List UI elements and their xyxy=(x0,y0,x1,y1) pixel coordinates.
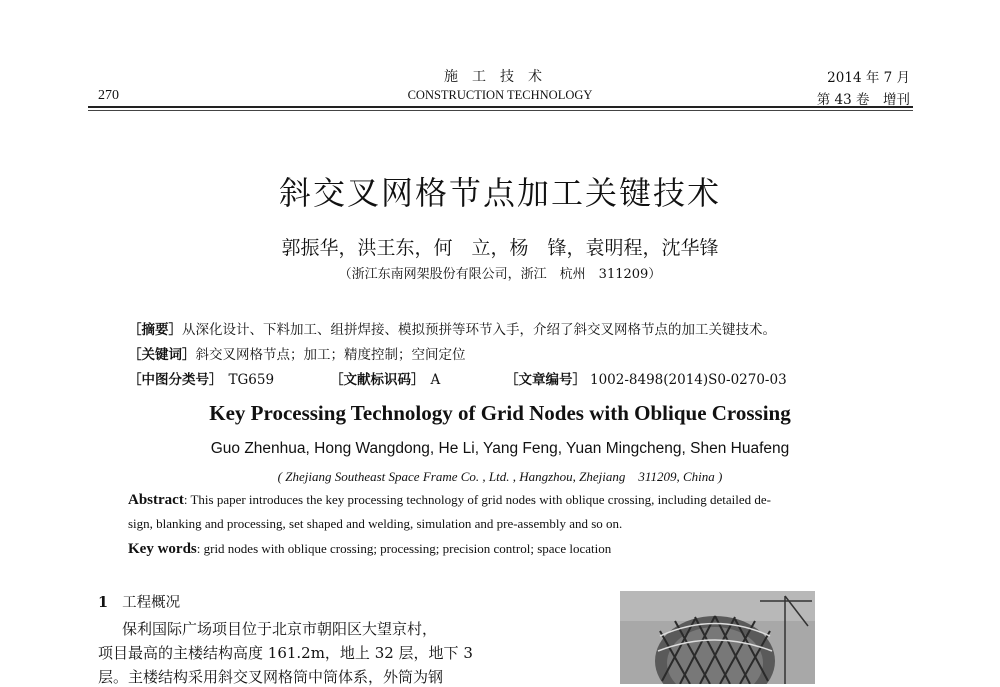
clc-value: TG659 xyxy=(228,372,275,388)
journal-name-en: CONSTRUCTION TECHNOLOGY xyxy=(407,88,593,102)
building-photo xyxy=(620,591,815,684)
clc-label: ［中图分类号］ xyxy=(128,372,223,388)
keywords-cn-label: ［关键词］ xyxy=(128,347,196,363)
keywords-cn xyxy=(128,343,466,363)
header-rule-thick xyxy=(88,106,913,108)
section-number: 1 xyxy=(98,594,109,611)
journal-name-cn: 施工技术 xyxy=(444,69,556,85)
abstract-en-line1: : This paper introduces the key processing technology of grid nodes with oblique crossing, including detailed de- xyxy=(183,492,771,507)
keywords-cn-text: 斜交叉网格节点；加工；精度控制；空间定位 xyxy=(195,347,466,363)
keywords-en-text: : grid nodes with oblique crossing; processing; precision control; space location xyxy=(196,541,612,556)
abstract-cn-label: ［摘要］ xyxy=(128,322,182,338)
abstract-en-label: Abstract xyxy=(128,492,184,508)
header-rule-thin xyxy=(88,110,913,111)
abstract-en-cont xyxy=(128,516,888,532)
article-number-value: 1002-8498(2014)S0-0270-03 xyxy=(590,372,787,388)
doc-code-value: A xyxy=(430,372,441,388)
doc-code-label: ［文献标识码］ xyxy=(330,372,425,388)
abstract-cn-text: 从深化设计、下料加工、组拼焊接、模拟预拼等环节入手，介绍了斜交叉网格节点的加工关键技术。 xyxy=(182,322,776,338)
clc-number xyxy=(128,368,274,388)
body-line: 层。主楼结构采用斜交叉网格筒中筒体系，外筒为钢 xyxy=(98,668,444,686)
abstract-cn xyxy=(128,318,776,338)
affiliation-cn: （浙江东南网架股份有限公司，浙江 杭州 311209） xyxy=(338,267,662,282)
section-heading xyxy=(98,591,180,612)
page-number: 270 xyxy=(98,88,119,103)
section-title: 工程概况 xyxy=(122,595,181,611)
abstract-en-line2: sign, blanking and processing, set shaped and welding, simulation and pre-assembly and so on. xyxy=(128,516,623,531)
doc-code xyxy=(330,368,440,388)
affiliation-en: ( Zhejiang Southeast Space Frame Co. , Ltd. , Hangzhou, Zhejiang 311209, China ) xyxy=(277,469,723,484)
issue-date: 2014 年 7 月 xyxy=(827,70,910,86)
article-number-label: ［文章编号］ xyxy=(505,372,586,388)
body-line: 保利国际广场项目位于北京市朝阳区大望京村， xyxy=(122,620,438,638)
authors-cn: 郭振华，洪王东，何 立，杨 锋，袁明程，沈华锋 xyxy=(281,237,719,259)
body-line: 项目最高的主楼结构高度 161.2m，地上 32 层，地下 3 xyxy=(98,644,473,662)
issue-volume: 第 43 卷 增刊 xyxy=(816,92,910,108)
article-number xyxy=(505,368,787,388)
keywords-en-label: Key words xyxy=(128,541,197,557)
title-cn: 斜交叉网格节点加工关键技术 xyxy=(278,174,721,212)
authors-en: Guo Zhenhua, Hong Wangdong, He Li, Yang Feng, Yuan Mingcheng, Shen Huafeng xyxy=(210,440,790,457)
keywords-en xyxy=(128,541,888,558)
title-en: Key Processing Technology of Grid Nodes with Oblique Crossing xyxy=(209,401,791,425)
abstract-en xyxy=(128,492,888,509)
